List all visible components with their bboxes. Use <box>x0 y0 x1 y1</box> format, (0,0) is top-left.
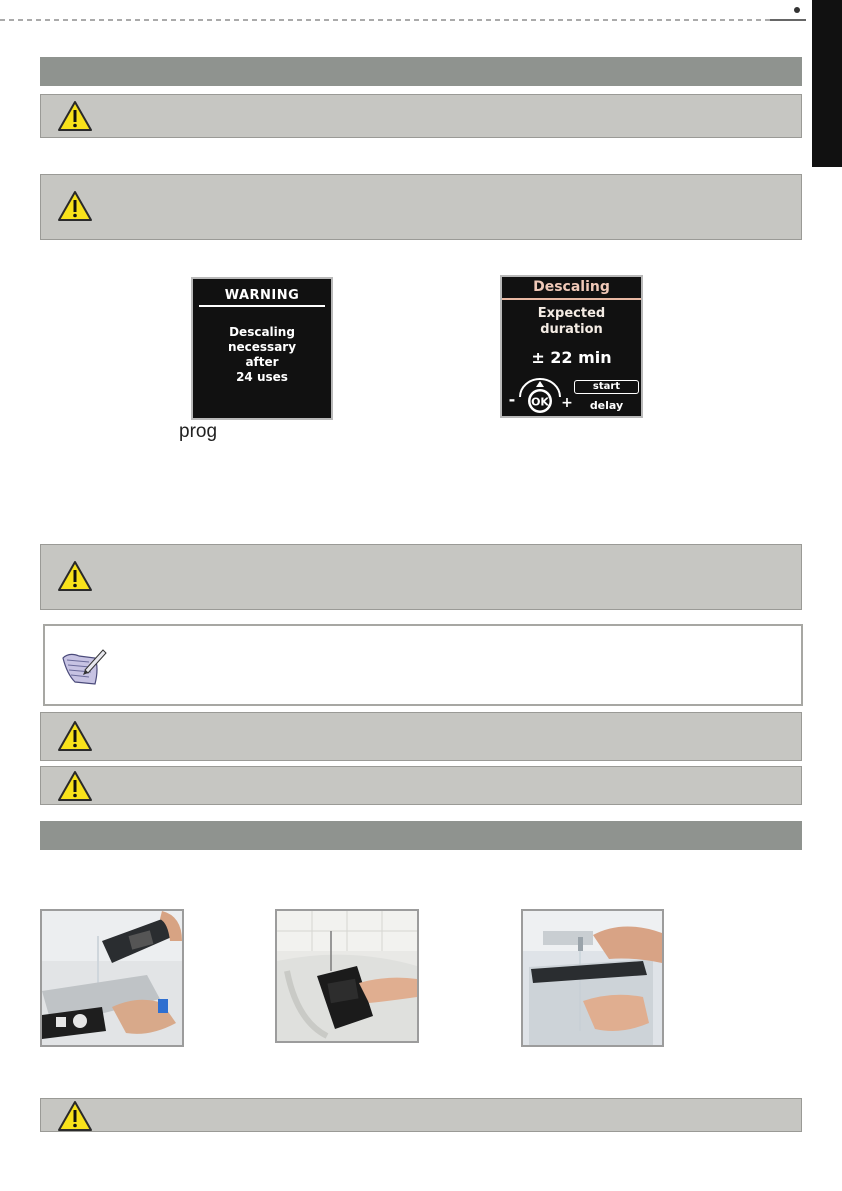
warning-box <box>40 712 802 761</box>
warning-box <box>40 1098 802 1132</box>
section-header-bar <box>40 57 802 86</box>
duration-value: ± 22 min <box>531 348 612 367</box>
warning-icon <box>57 1100 93 1132</box>
warning-icon <box>57 770 93 802</box>
expected-duration-label <box>502 306 641 338</box>
photo-rinsing-reservoir <box>521 909 664 1047</box>
plus-label: + <box>561 395 573 411</box>
screen-line: necessary <box>227 340 297 354</box>
ok-dial-icon[interactable] <box>506 377 574 415</box>
warning-icon <box>57 720 93 752</box>
minus-label: - <box>508 390 516 409</box>
photo-rinsing-tray <box>40 909 184 1047</box>
display-screen-descaling <box>500 275 643 418</box>
section-header-bar <box>40 821 802 850</box>
delay-option[interactable]: delay <box>589 399 624 412</box>
photo-removing-basket <box>275 909 419 1043</box>
duration-line: duration <box>540 322 603 337</box>
screen-title: WARNING <box>224 288 300 303</box>
display-screen-warning <box>191 277 333 420</box>
start-option[interactable]: start <box>574 380 639 394</box>
expected-line: Expected <box>537 306 606 321</box>
warning-box <box>40 94 802 138</box>
note-box <box>43 624 803 706</box>
warning-box <box>40 544 802 610</box>
screen-message <box>193 325 331 385</box>
warning-icon <box>57 190 93 222</box>
prog-button-label: prog <box>179 421 218 442</box>
screen-divider <box>199 305 325 307</box>
screen-line: after <box>245 355 279 369</box>
ok-label: OK <box>531 395 549 409</box>
screen-line: 24 uses <box>236 370 288 384</box>
language-side-tab <box>812 0 842 167</box>
note-pen-icon <box>59 644 109 688</box>
warning-box <box>40 174 802 240</box>
warning-icon <box>57 100 93 132</box>
dashed-cut-line <box>0 0 842 40</box>
warning-icon <box>57 560 93 592</box>
screen-line: Descaling <box>229 325 295 339</box>
screen-title: Descaling <box>502 277 641 300</box>
warning-box <box>40 766 802 805</box>
